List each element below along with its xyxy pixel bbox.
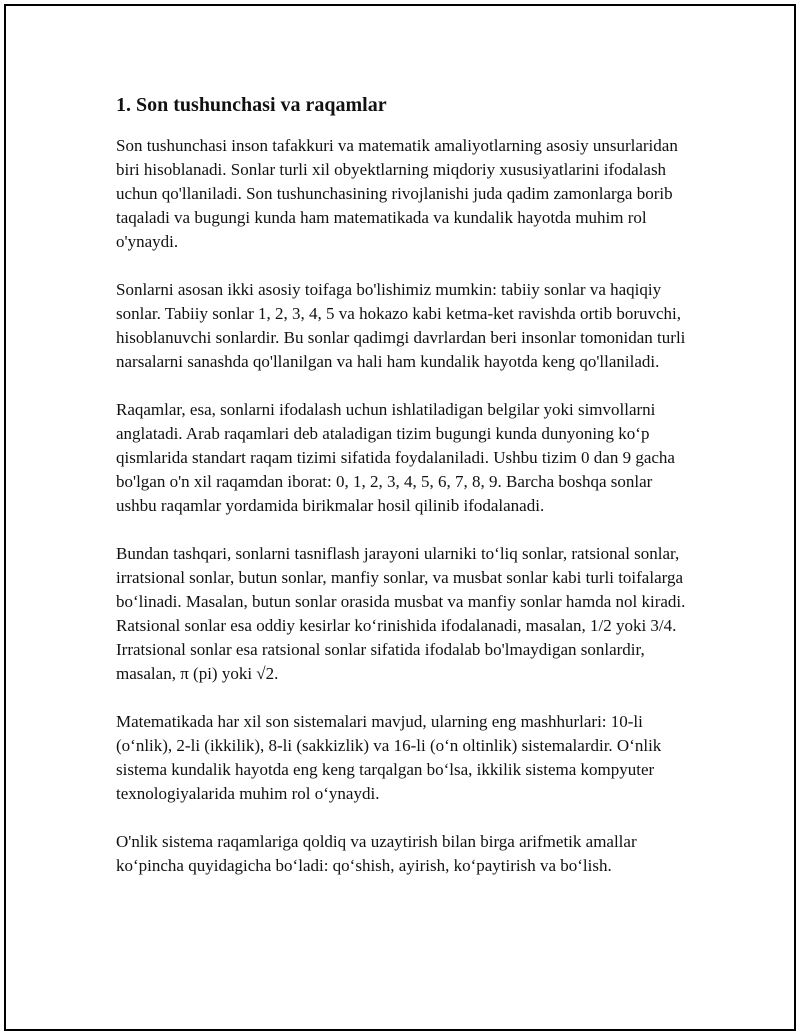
document-body (116, 92, 690, 902)
paragraph-6: O'nlik sistema raqamlariga qoldiq va uzaytirish bilan birga arifmetik amallar ko‘pincha quyidagicha bo‘ladi: qo‘shish, ayirish, ko‘paytirish va bo‘lish. (116, 832, 637, 875)
paragraph-4: Bundan tashqari, sonlarni tasniflash jarayoni ularniki to‘liq sonlar, ratsional sonlar, irratsional sonlar, butun sonlar, manfiy sonlar, va musbat sonlar kabi turli toifalarga bo‘linadi. Masalan, butun sonlar orasida musbat va manfiy sonlar hamda nol kiradi. Ratsional sonlar esa oddiy kesirlar ko‘rinishida ifodalanadi, masalan, 1/2 yoki 3/4. Irratsional sonlar esa ratsional sonlar sifatida ifodalab bo'lmaydigan sonlardir, masalan, π (pi) yoki √2. (116, 544, 686, 683)
paragraph-1: Son tushunchasi inson tafakkuri va matematik amaliyotlarning asosiy unsurlaridan biri hisoblanadi. Sonlar turli xil obyektlarning miqdoriy xususiyatlarini ifodalash uchun qo'llaniladi. Son tushunchasining rivojlanishi juda qadim zamonlarga borib taqaladi va bugungi kunda ham matematikada va kundalik hayotda muhim rol o'ynaydi. (116, 136, 678, 251)
paragraph-2: Sonlarni asosan ikki asosiy toifaga bo'lishimiz mumkin: tabiiy sonlar va haqiqiy sonlar. Tabiiy sonlar 1, 2, 3, 4, 5 va hokazo kabi ketma-ket ravishda ortib boruvchi, hisoblanuvchi sonlardir. Bu sonlar qadimgi davrlardan beri insonlar tomonidan turli narsalarni sanashda qo'llanilgan va hali ham kundalik hayotda keng qo'llaniladi. (116, 280, 686, 371)
paragraph-3: Raqamlar, esa, sonlarni ifodalash uchun ishlatiladigan belgilar yoki simvollarni anglatadi. Arab raqamlari deb ataladigan tizim bugungi kunda dunyoning ko‘p qismlarida standart raqam tizimi sifatida foydalaniladi. Ushbu tizim 0 dan 9 gacha bo'lgan o'n xil raqamdan iborat: 0, 1, 2, 3, 4, 5, 6, 7, 8, 9. Barcha boshqa sonlar ushbu raqamlar yordamida birikmalar hosil qilinib ifodalanadi. (116, 400, 675, 515)
paragraph-5: Matematikada har xil son sistemalari mavjud, ularning eng mashhurlari: 10-li (o‘nlik), 2-li (ikkilik), 8-li (sakkizlik) va 16-li (o‘n oltinlik) sistemalardir. O‘nlik sistema kundalik hayotda eng keng tarqalgan bo‘lsa, ikkilik sistema kompyuter texnologiyalarida muhim rol o‘ynaydi. (116, 712, 662, 803)
section-heading: 1. Son tushunchasi va raqamlar (116, 94, 387, 116)
